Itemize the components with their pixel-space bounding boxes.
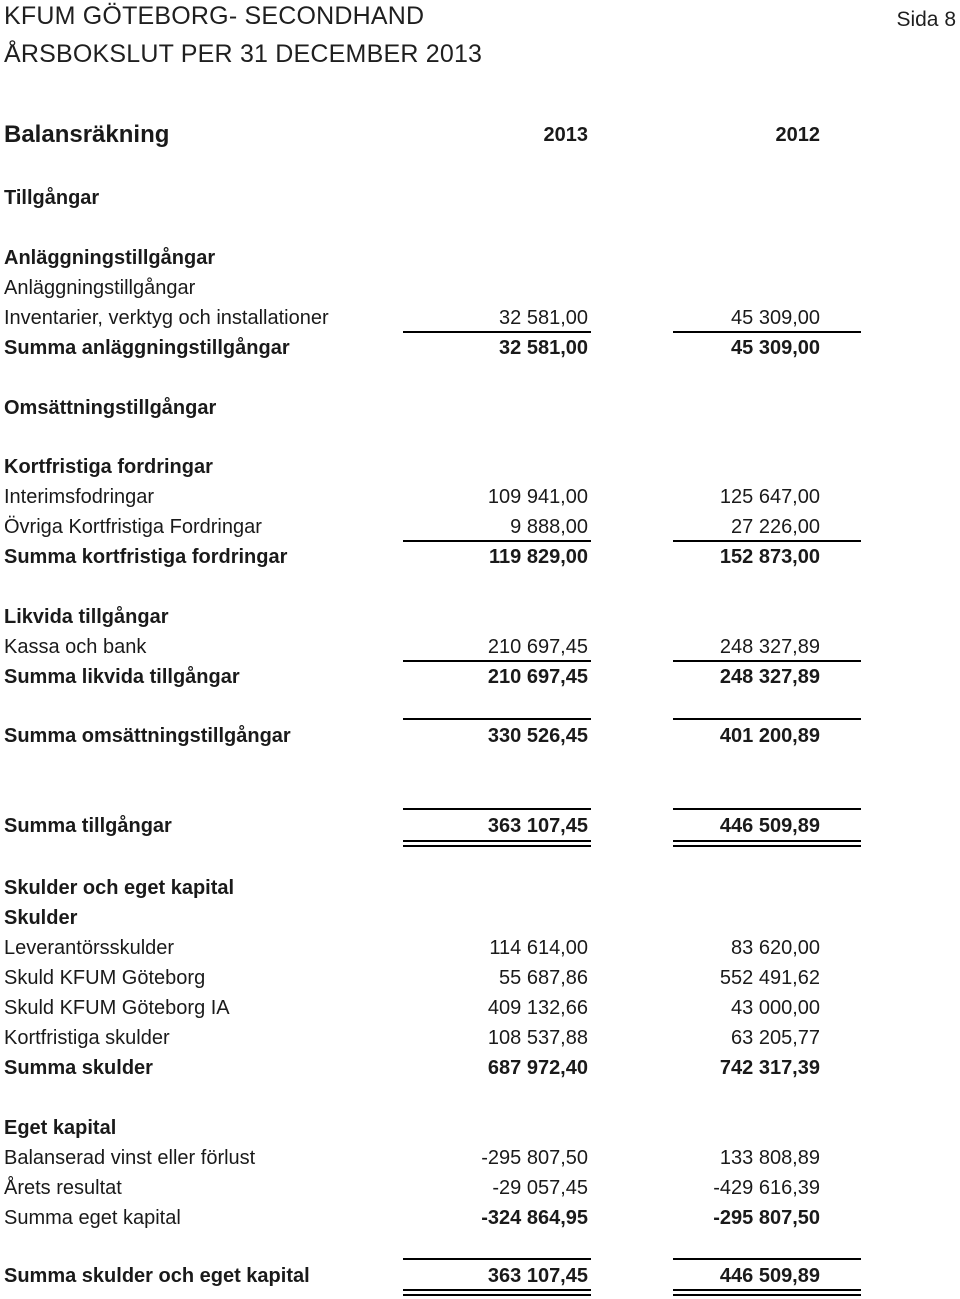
overline-rule <box>403 808 591 810</box>
value-2013: 363 107,45 <box>487 1265 588 1287</box>
value-2012: 446 509,89 <box>719 815 820 837</box>
sum-row <box>0 721 960 751</box>
row-label: Interimsfodringar <box>4 486 155 508</box>
sum-row <box>0 542 960 572</box>
value-2013: 32 581,00 <box>499 307 588 329</box>
overline-rule <box>673 1258 861 1260</box>
value-2013: 9 888,00 <box>510 516 588 538</box>
value-2013: 114 614,00 <box>489 937 588 959</box>
value-2013: -295 807,50 <box>481 1147 588 1169</box>
sub-heading <box>0 273 960 303</box>
anl-heading: Anläggningstillgångar <box>4 247 216 269</box>
table-row <box>0 512 960 542</box>
page-number: Sida 8 <box>896 8 956 31</box>
table-row <box>0 963 960 993</box>
sum-row <box>0 662 960 692</box>
overline-rule <box>673 718 861 720</box>
table-row <box>0 1023 960 1053</box>
sek-heading: Skulder och eget kapital <box>4 877 235 899</box>
report-title: ÅRSBOKSLUT PER 31 DECEMBER 2013 <box>4 40 483 68</box>
skulder-heading: Skulder <box>4 907 78 929</box>
value-2012: 401 200,89 <box>719 725 820 747</box>
value-2012: 133 808,89 <box>719 1147 820 1169</box>
section-heading <box>0 183 960 213</box>
value-2013: 119 829,00 <box>489 546 588 568</box>
col-header-2012: 2012 <box>775 124 820 146</box>
value-2012: 45 309,00 <box>731 337 820 359</box>
value-2012: 248 327,89 <box>719 666 820 688</box>
row-label: Övriga Kortfristiga Fordringar <box>4 516 262 538</box>
row-label: Leverantörsskulder <box>4 937 175 959</box>
overline-rule <box>673 808 861 810</box>
value-2013: 330 526,45 <box>487 725 588 747</box>
section-heading <box>0 873 960 903</box>
value-2013: 55 687,86 <box>499 967 588 989</box>
value-2012: 83 620,00 <box>731 937 820 959</box>
org-name: KFUM GÖTEBORG- SECONDHAND <box>4 2 425 30</box>
row-label: Summa anläggningstillgångar <box>4 337 290 359</box>
sum-row <box>0 1053 960 1083</box>
double-underline-rule <box>403 1289 591 1291</box>
kf-heading: Kortfristiga fordringar <box>4 456 213 478</box>
ek-heading: Eget kapital <box>4 1117 117 1139</box>
value-2012: 63 205,77 <box>731 1027 820 1049</box>
value-2013: 687 972,40 <box>487 1057 588 1079</box>
sum-row <box>0 333 960 363</box>
value-2013: 363 107,45 <box>487 815 588 837</box>
anl-subheading: Anläggningstillgångar <box>4 277 196 299</box>
section-heading <box>0 1113 960 1143</box>
double-underline-rule <box>673 1294 861 1296</box>
row-label: Inventarier, verktyg och installationer <box>4 307 329 329</box>
sum-row <box>0 811 960 841</box>
row-label: Årets resultat <box>4 1177 122 1199</box>
oms-heading: Omsättningstillgångar <box>4 397 217 419</box>
value-2012: -295 807,50 <box>713 1207 820 1229</box>
section-heading <box>0 903 960 933</box>
row-label: Skuld KFUM Göteborg IA <box>4 997 230 1019</box>
table-row <box>0 933 960 963</box>
table-row <box>0 1143 960 1173</box>
row-label: Summa tillgångar <box>4 815 172 837</box>
double-underline-rule <box>403 1294 591 1296</box>
section-heading <box>0 602 960 632</box>
value-2013: -324 864,95 <box>481 1207 588 1229</box>
value-2012: 43 000,00 <box>731 997 820 1019</box>
balance-title-row <box>0 120 960 150</box>
value-2013: 409 132,66 <box>487 997 588 1019</box>
section-heading <box>0 393 960 423</box>
value-2012: 552 491,62 <box>719 967 820 989</box>
value-2012: 742 317,39 <box>719 1057 820 1079</box>
double-underline-rule <box>403 845 591 847</box>
table-row <box>0 303 960 333</box>
value-2012: 125 647,00 <box>719 486 820 508</box>
table-row <box>0 632 960 662</box>
col-header-2013: 2013 <box>543 124 588 146</box>
table-row <box>0 993 960 1023</box>
value-2012: 27 226,00 <box>731 516 820 538</box>
table-row <box>0 1203 960 1233</box>
row-label: Summa eget kapital <box>4 1207 181 1229</box>
section-heading <box>0 452 960 482</box>
row-label: Summa likvida tillgångar <box>4 666 240 688</box>
likv-heading: Likvida tillgångar <box>4 606 169 628</box>
table-row <box>0 1173 960 1203</box>
row-label: Summa kortfristiga fordringar <box>4 546 288 568</box>
value-2012: 45 309,00 <box>731 307 820 329</box>
value-2012: 152 873,00 <box>719 546 820 568</box>
value-2012: 446 509,89 <box>719 1265 820 1287</box>
overline-rule <box>403 1258 591 1260</box>
row-label: Summa skulder <box>4 1057 153 1079</box>
value-2012: 248 327,89 <box>719 636 820 658</box>
tillgangar-heading: Tillgångar <box>4 187 100 209</box>
row-label: Skuld KFUM Göteborg <box>4 967 206 989</box>
row-label: Balanserad vinst eller förlust <box>4 1147 256 1169</box>
value-2013: 210 697,45 <box>487 666 588 688</box>
row-label: Kassa och bank <box>4 636 147 658</box>
row-label: Summa omsättningstillgångar <box>4 725 291 747</box>
overline-rule <box>403 718 591 720</box>
value-2013: 32 581,00 <box>499 337 588 359</box>
row-label: Kortfristiga skulder <box>4 1027 170 1049</box>
sum-row <box>0 1261 960 1291</box>
double-underline-rule <box>673 1289 861 1291</box>
balance-title: Balansräkning <box>4 121 170 148</box>
double-underline-rule <box>673 840 861 842</box>
table-row <box>0 482 960 512</box>
value-2013: 210 697,45 <box>487 636 588 658</box>
double-underline-rule <box>403 840 591 842</box>
value-2013: 108 537,88 <box>487 1027 588 1049</box>
section-heading <box>0 243 960 273</box>
row-label: Summa skulder och eget kapital <box>4 1265 310 1287</box>
value-2012: -429 616,39 <box>713 1177 820 1199</box>
double-underline-rule <box>673 845 861 847</box>
value-2013: -29 057,45 <box>492 1177 588 1199</box>
value-2013: 109 941,00 <box>487 486 588 508</box>
